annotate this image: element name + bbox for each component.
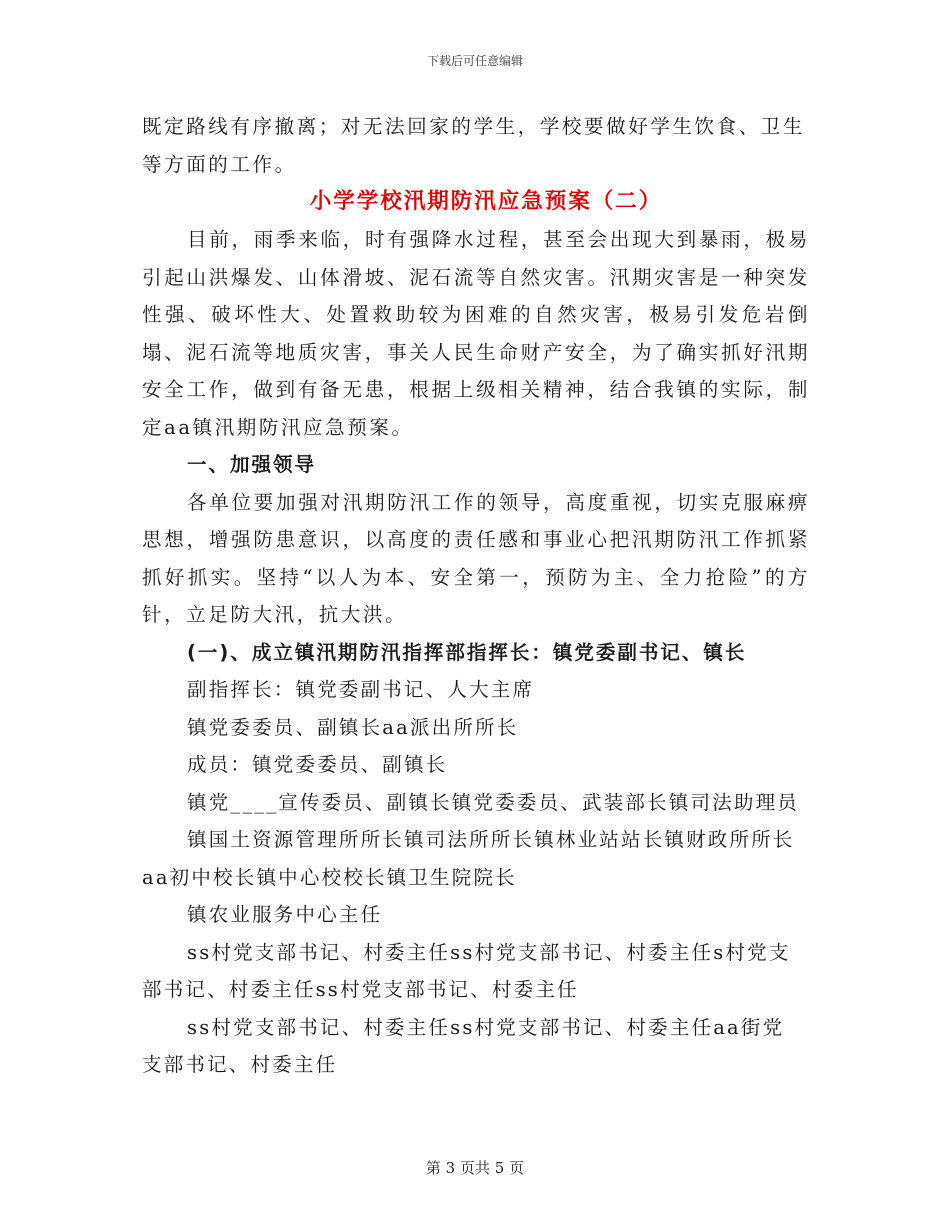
members-line: 成员：镇党委委员、副镇长 bbox=[187, 753, 448, 776]
section-1-paragraph: 各单位要加强对汛期防汛工作的领导，高度重视，切实克服麻痹思想，增强防患意识，以高度的责任感和事业心把汛期防汛工作抓紧抓好抓实。坚持“以人为本、安全第一，预防为主、全力抢险”的方针，立足防大汛，抗大洪。 bbox=[142, 490, 810, 626]
land-resources-line-1: 镇国土资源管理所所长镇司法所所长镇林业站站长镇财政所所长 bbox=[187, 828, 795, 851]
land-resources-line-2: aa初中校长镇中心校校长镇卫生院院长 bbox=[142, 865, 517, 889]
village-secretaries-line-1b: 部书记、村委主任ss村党支部书记、村委主任 bbox=[142, 978, 579, 1001]
continued-paragraph-line-1: 既定路线有序撤离；对无法回家的学生，学校要做好学生饮食、卫生 bbox=[142, 115, 806, 138]
village-secretaries-line-2a: ss村党支部书记、村委主任ss村党支部书记、村委主任aa街党 bbox=[187, 1015, 785, 1039]
continued-paragraph-line-2: 等方面的工作。 bbox=[142, 152, 297, 176]
document-title: 小学学校汛期防汛应急预案（二） bbox=[309, 189, 663, 214]
page-header: 下载后可任意编辑 bbox=[426, 54, 523, 68]
deputy-commander-line: 副指挥长：镇党委副书记、人大主席 bbox=[187, 678, 535, 701]
document-body bbox=[142, 108, 810, 1084]
village-secretaries-line-1a: ss村党支部书记、村委主任ss村党支部书记、村委主任s村党支 bbox=[187, 940, 791, 964]
party-committee-line: 镇党____宣传委员、副镇长镇党委委员、武装部长镇司法助理员 bbox=[187, 790, 800, 814]
deputy-commander-line-2: 镇党委委员、副镇长aa派出所所长 bbox=[187, 715, 519, 739]
agriculture-center-line: 镇农业服务中心主任 bbox=[187, 903, 383, 926]
page-footer: 第 3 页共 5 页 bbox=[425, 1159, 525, 1177]
intro-paragraph: 目前，雨季来临，时有强降水过程，甚至会出现大到暴雨，极易引起山洪爆发、山体滑坡、泥石流等自然灾害。汛期灾害是一种突发性强、破坏性大、处置救助较为困难的自然灾害，极易引发危岩倒塌、泥石流等地质灾害，事关人民生命财产安全，为了确实抓好汛期安全工作，做到有备无患，根据上级相关精神，结合我镇的实际，制定aa镇汛期防汛应急预案。 bbox=[142, 228, 810, 439]
village-secretaries-line-2b: 支部书记、村委主任 bbox=[142, 1053, 338, 1076]
subsection-heading-1: (一)、成立镇汛期防汛指挥部指挥长：镇党委副书记、镇长 bbox=[187, 640, 747, 664]
section-heading-1: 一、加强领导 bbox=[187, 453, 317, 476]
